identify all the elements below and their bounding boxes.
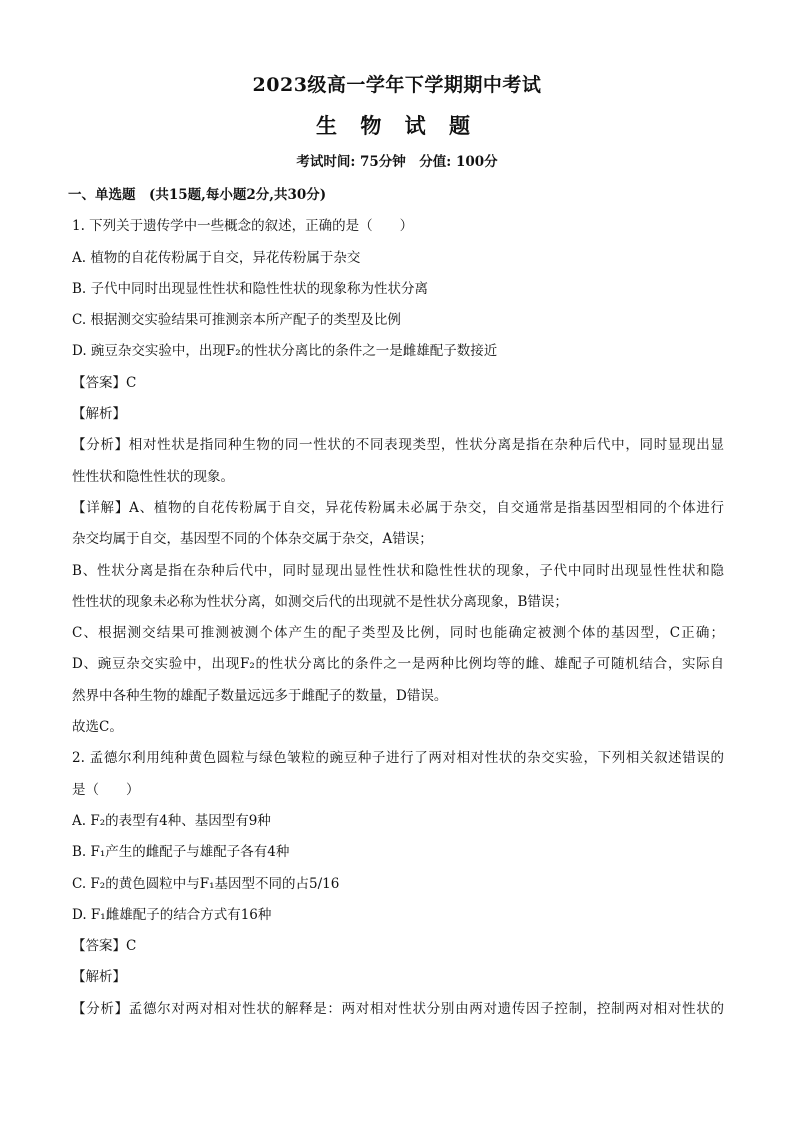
exam-info: 考试时间: 75分钟 分值: 100分 [296, 154, 498, 170]
option-d: D. F₁雌雄配子的结合方式有16种 [72, 906, 272, 923]
section-title: 一、单选题 (共15题,每小题2分,共30分) [68, 187, 327, 203]
option-b: B. F₁产生的雌配子与雄配子各有4种 [72, 844, 290, 861]
exam-title: 2023级高一学年下学期期中考试 [252, 74, 542, 96]
analysis-line: B、性状分离是指在杂种后代中，同时显现出显性性状和隐性性状的现象，子代中同时出现显性性状和隐 [72, 562, 724, 579]
question-stem: 是（ ） [72, 781, 140, 798]
answer-line: 【答案】C [72, 374, 137, 391]
subject-title: 生 物 试 题 [316, 113, 478, 138]
option-c: C. 根据测交实验结果可推测亲本所产配子的类型及比例 [72, 312, 401, 329]
analysis-line: C、根据测交结果可推测被测个体产生的配子类型及比例，同时也能确定被测个体的基因型，C正确； [72, 625, 724, 642]
option-b: B. 子代中同时出现显性性状和隐性性状的现象称为性状分离 [72, 280, 429, 297]
answer-line: 【答案】C [72, 938, 137, 955]
option-c: C. F₂的黄色圆粒中与F₁基因型不同的占5/16 [72, 875, 340, 892]
analysis-label: 【解析】 [72, 406, 126, 423]
analysis-line: 【详解】A、植物的自花传粉属于自交，异花传粉属未必属于杂交，自交通常是指基因型相同的个体进行 [72, 499, 724, 516]
question-2 [72, 743, 724, 1025]
analysis-line: D、豌豆杂交实验中，出现F₂的性状分离比的条件之一是两种比例均等的雌、雄配子可随机结合，实际自 [72, 656, 724, 673]
question-stem: 2. 孟德尔利用纯种黄色圆粒与绿色皱粒的豌豆种子进行了两对相对性状的杂交实验，下列相关叙述错误的 [72, 750, 724, 767]
analysis-line: 【分析】孟德尔对两对相对性状的解释是：两对相对性状分别由两对遗传因子控制，控制两对相对性状的 [72, 1000, 724, 1017]
analysis-line: 性性状的现象未必称为性状分离，如测交后代的出现就不是性状分离现象，B错误； [72, 593, 568, 610]
question-1 [72, 211, 724, 743]
analysis-label: 【解析】 [72, 969, 126, 986]
analysis-line: 【分析】相对性状是指同种生物的同一性状的不同表现类型，性状分离是指在杂种后代中，同时显现出显 [72, 437, 724, 454]
analysis-line: 性性状和隐性性状的现象。 [72, 468, 234, 485]
question-stem: 1. 下列关于遗传学中一些概念的叙述，正确的是（ ） [72, 218, 414, 235]
option-a: A. 植物的自花传粉属于自交，异花传粉属于杂交 [72, 249, 361, 266]
analysis-line: 然界中各种生物的雄配子数量远远多于雌配子的数量，D错误。 [72, 687, 448, 704]
analysis-line: 杂交均属于自交，基因型不同的个体杂交属于杂交，A错误； [72, 531, 433, 548]
option-a: A. F₂的表型有4种、基因型有9种 [72, 812, 271, 829]
option-d: D. 豌豆杂交实验中，出现F₂的性状分离比的条件之一是雌雄配子数接近 [72, 343, 498, 360]
exam-content [68, 180, 724, 1025]
analysis-line: 故选C。 [72, 719, 123, 736]
